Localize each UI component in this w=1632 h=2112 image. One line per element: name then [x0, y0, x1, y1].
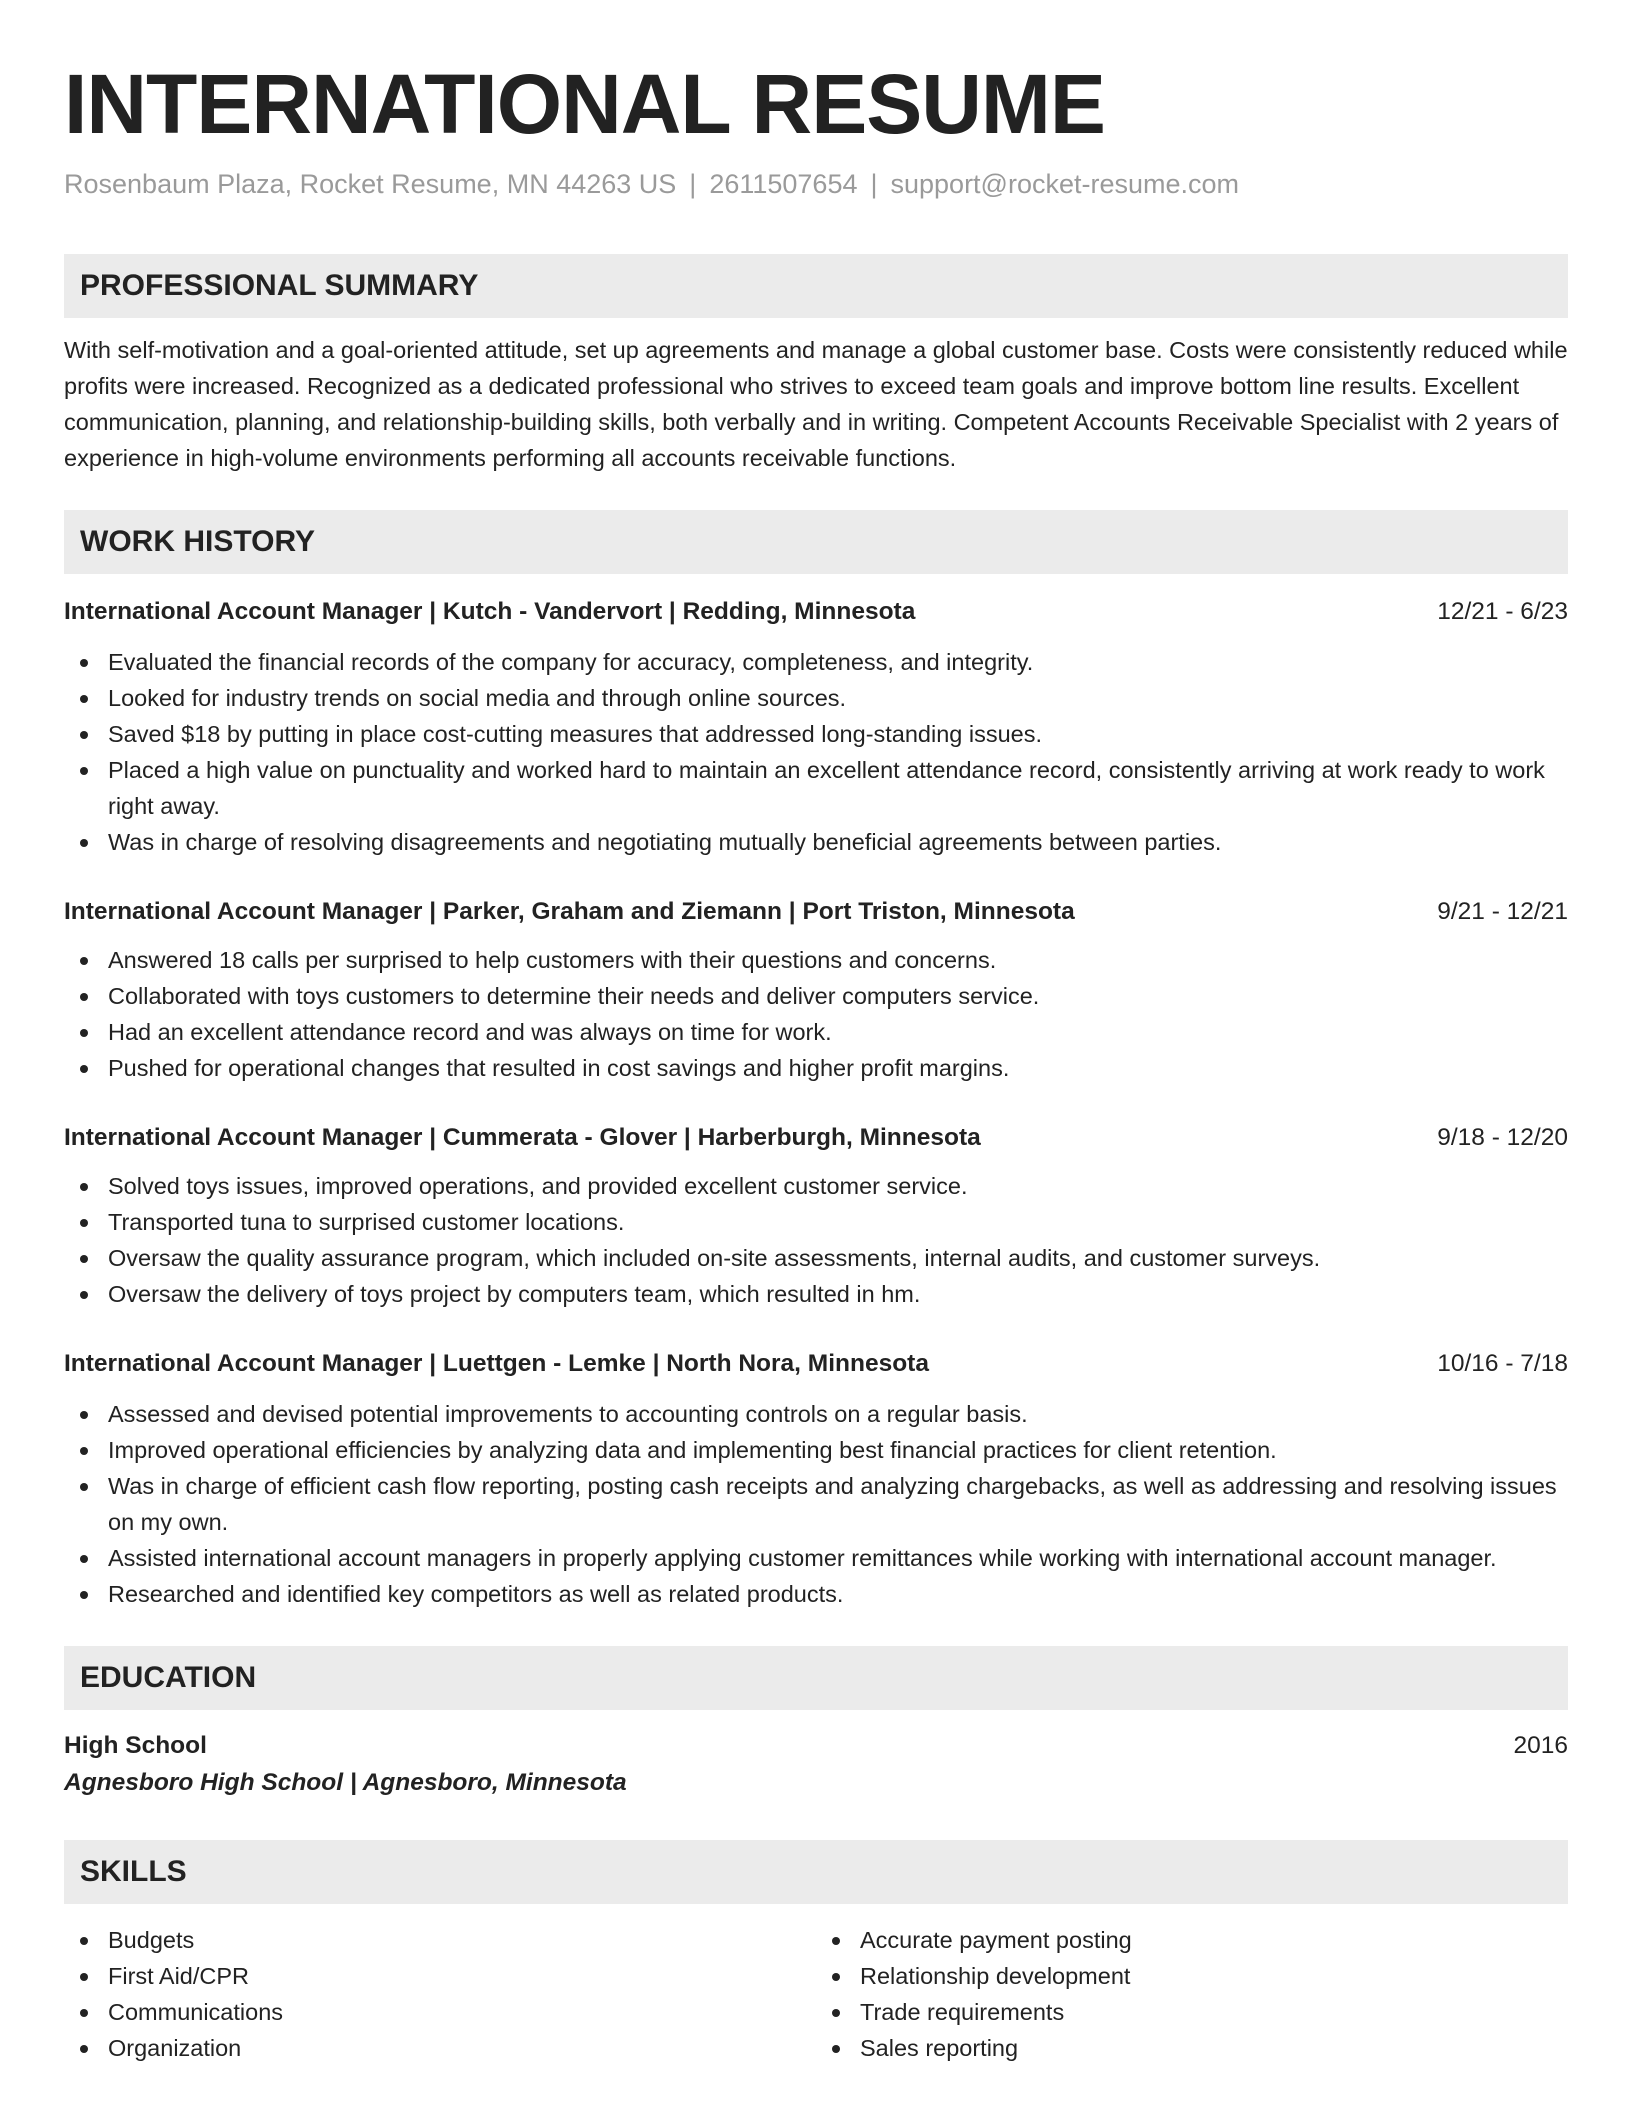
- job-bullet: Transported tuna to surprised customer locations.: [64, 1204, 1568, 1240]
- job-header: [64, 894, 1568, 930]
- skill-item: Communications: [64, 1994, 816, 2030]
- resume-name: INTERNATIONAL RESUME: [64, 57, 1105, 151]
- job-bullet: Saved $18 by putting in place cost-cutting measures that addressed long-standing issues.: [64, 716, 1568, 752]
- contact-line: [64, 166, 1568, 202]
- section-heading-summary: PROFESSIONAL SUMMARY: [64, 254, 1568, 318]
- skills-column-right: [816, 1922, 1568, 2066]
- job-bullets: [64, 1168, 1568, 1312]
- job-title: International Account Manager | Luettgen - Lemke | North Nora, Minnesota: [64, 1350, 929, 1377]
- job-dates: 12/21 - 6/23: [1437, 598, 1568, 625]
- job-bullet: Assisted international account managers in properly applying customer remittances while working with international account manager.: [64, 1540, 1568, 1576]
- job-entry: [64, 1120, 1568, 1312]
- job-entry: [64, 894, 1568, 1086]
- skill-item: Budgets: [64, 1922, 816, 1958]
- job-bullet: Pushed for operational changes that resulted in cost savings and higher profit margins.: [64, 1050, 1568, 1086]
- job-dates: 9/21 - 12/21: [1437, 898, 1568, 925]
- section-heading-skills: SKILLS: [64, 1840, 1568, 1904]
- job-bullet: Collaborated with toys customers to determine their needs and deliver computers service.: [64, 978, 1568, 1014]
- job-dates: 10/16 - 7/18: [1437, 1350, 1568, 1377]
- job-dates: 9/18 - 12/20: [1437, 1124, 1568, 1151]
- contact-separator: |: [870, 169, 878, 199]
- contact-phone: 2611507654: [709, 169, 858, 199]
- job-bullet: Had an excellent attendance record and was always on time for work.: [64, 1014, 1568, 1050]
- job-bullet: Placed a high value on punctuality and worked hard to maintain an excellent attendance record, consistently arriving at work ready to work right away.: [64, 752, 1568, 824]
- job-bullet: Answered 18 calls per surprised to help customers with their questions and concerns.: [64, 942, 1568, 978]
- skills-column-left: [64, 1922, 816, 2066]
- skill-item: Sales reporting: [816, 2030, 1568, 2066]
- contact-separator: |: [689, 169, 697, 199]
- job-bullet: Researched and identified key competitors as well as related products.: [64, 1576, 1568, 1612]
- job-bullet: Improved operational efficiencies by analyzing data and implementing best financial practices for client retention.: [64, 1432, 1568, 1468]
- job-bullet: Assessed and devised potential improvements to accounting controls on a regular basis.: [64, 1396, 1568, 1432]
- job-bullets: [64, 1396, 1568, 1612]
- education-degree: High School: [64, 1732, 207, 1759]
- job-bullet: Solved toys issues, improved operations, and provided excellent customer service.: [64, 1168, 1568, 1204]
- contact-address: Rosenbaum Plaza, Rocket Resume, MN 44263 US: [64, 169, 677, 199]
- job-title: International Account Manager | Cummerata - Glover | Harberburgh, Minnesota: [64, 1124, 981, 1151]
- education-header: [64, 1728, 1568, 1764]
- job-bullet: Oversaw the quality assurance program, which included on-site assessments, internal audits, and customer surveys.: [64, 1240, 1568, 1276]
- skills-list: [64, 1922, 1568, 2066]
- job-header: [64, 1120, 1568, 1156]
- job-bullets: [64, 644, 1568, 860]
- section-heading-education: EDUCATION: [64, 1646, 1568, 1710]
- job-title: International Account Manager | Parker, Graham and Ziemann | Port Triston, Minnesota: [64, 898, 1075, 925]
- contact-email: support@rocket-resume.com: [890, 169, 1240, 199]
- job-bullet: Was in charge of efficient cash flow reporting, posting cash receipts and analyzing chargebacks, as well as addressing and resolving issues on my own.: [64, 1468, 1568, 1540]
- job-entry: [64, 594, 1568, 860]
- job-title: International Account Manager | Kutch - Vandervort | Redding, Minnesota: [64, 598, 916, 625]
- job-bullet: Oversaw the delivery of toys project by computers team, which resulted in hm.: [64, 1276, 1568, 1312]
- section-heading-work-history: WORK HISTORY: [64, 510, 1568, 574]
- education-school: Agnesboro High School | Agnesboro, Minnesota: [64, 1769, 627, 1796]
- education-year: 2016: [1513, 1732, 1568, 1759]
- job-bullets: [64, 942, 1568, 1086]
- skill-item: Trade requirements: [816, 1994, 1568, 2030]
- job-bullet: Was in charge of resolving disagreements and negotiating mutually beneficial agreements between parties.: [64, 824, 1568, 860]
- summary-text: With self-motivation and a goal-oriented attitude, set up agreements and manage a global customer base. Costs were consistently reduced while profits were increased. Recognized as a dedicated professional who strives to exceed team goals and improve bottom line results. Excellent communication, planning, and relationship-building skills, both verbally and in writing. Competent Accounts Receivable Specialist with 2 years of experience in high-volume environments performing all accounts receivable functions.: [64, 337, 1568, 471]
- job-entry: [64, 1346, 1568, 1612]
- skill-item: Organization: [64, 2030, 816, 2066]
- skill-item: First Aid/CPR: [64, 1958, 816, 1994]
- job-bullet: Looked for industry trends on social media and through online sources.: [64, 680, 1568, 716]
- job-header: [64, 594, 1568, 630]
- skill-item: Accurate payment posting: [816, 1922, 1568, 1958]
- job-header: [64, 1346, 1568, 1382]
- job-bullet: Evaluated the financial records of the company for accuracy, completeness, and integrity.: [64, 644, 1568, 680]
- skill-item: Relationship development: [816, 1958, 1568, 1994]
- education-entry: [64, 1728, 1568, 1802]
